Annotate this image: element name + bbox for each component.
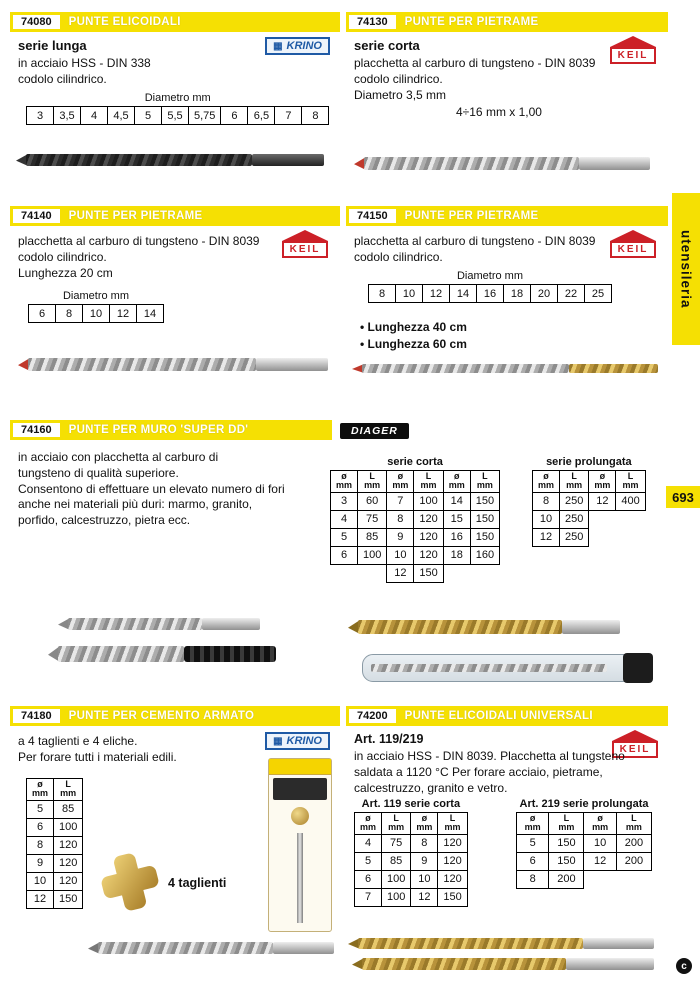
table-cell: 150 — [438, 888, 467, 906]
description-line: placchetta al carburo di tungsteno - DIN 8039 — [18, 234, 260, 248]
table-caption: Art. 219 serie prolungata — [517, 798, 652, 813]
section-74160 — [10, 420, 668, 704]
table-cell: 8 — [517, 870, 549, 888]
diameter-table — [368, 270, 612, 303]
tube-drill — [371, 664, 607, 672]
table-cell: 25 — [585, 285, 612, 303]
article-code: 74180 — [13, 709, 60, 723]
table-caption: serie corta — [331, 456, 500, 471]
table-cell: 10 — [83, 305, 110, 323]
keil-logo — [282, 230, 328, 258]
table-cell — [358, 564, 387, 582]
column-header: ø mm — [517, 813, 549, 835]
table-cell: 10 — [533, 510, 560, 528]
description-line: tungsteno di qualità superiore. — [18, 465, 179, 480]
table-cell: 6 — [221, 107, 248, 125]
table-cell: 150 — [414, 564, 443, 582]
table-cell: 12 — [387, 564, 414, 582]
table-cell: 20 — [531, 285, 558, 303]
section-74130 — [346, 12, 668, 200]
table-cell: 120 — [414, 510, 443, 528]
package-header-band — [269, 759, 331, 775]
keil-text: KEIL — [289, 244, 321, 255]
table-cell — [616, 510, 645, 528]
diameter-table — [28, 290, 164, 323]
description-line: Per forare tutti i materiali edili. — [18, 749, 177, 764]
data-table — [330, 456, 500, 583]
column-header: ø mm — [533, 471, 560, 493]
table-cell: 10 — [27, 872, 54, 890]
table-cell: 5 — [331, 528, 358, 546]
keil-logo — [610, 230, 656, 258]
table-caption: Diametro mm — [27, 92, 329, 107]
section-header — [346, 706, 668, 726]
column-header: ø mm — [387, 471, 414, 493]
table-cell: 150 — [470, 492, 499, 510]
art219-table — [516, 798, 652, 889]
section-title: PUNTE ELICOIDALI UNIVERSALI — [404, 710, 593, 722]
table-cell — [616, 870, 651, 888]
drill-shank — [562, 620, 620, 634]
copyright-mark-icon: c — [676, 958, 692, 974]
section-title: PUNTE PER PIETRAME — [68, 210, 203, 222]
table-cell: 85 — [54, 800, 83, 818]
section-74150 — [346, 206, 668, 404]
table-cell: 100 — [54, 818, 83, 836]
table-cell: 16 — [443, 528, 470, 546]
four-cutter-head-image — [96, 848, 164, 916]
keil-text: KEIL — [617, 50, 649, 61]
concrete-drill-image — [98, 942, 334, 954]
table-cell: 150 — [54, 890, 83, 908]
drill-flute — [364, 157, 579, 170]
description-line: placchetta al carburo di tungsteno - DIN 8039 — [354, 234, 596, 248]
table-cell: 15 — [443, 510, 470, 528]
column-header: L mm — [549, 813, 584, 835]
data-table — [26, 778, 83, 909]
table-cell: 5,5 — [162, 107, 189, 125]
section-header — [10, 706, 340, 726]
table-caption: Art. 119 serie corta — [355, 798, 468, 813]
description-line: codolo cilindrico. — [18, 249, 107, 264]
drill-shank — [202, 618, 260, 630]
long-series-table — [532, 456, 646, 547]
table-cell: 4 — [331, 510, 358, 528]
package-dot-icon — [291, 807, 309, 825]
table-cell: 12 — [411, 888, 438, 906]
table-cell: 120 — [414, 528, 443, 546]
table-cell: 75 — [358, 510, 387, 528]
description — [354, 234, 595, 266]
table-cell: 6 — [29, 305, 56, 323]
article-code: 74200 — [349, 709, 396, 723]
column-header: L mm — [358, 471, 387, 493]
table-caption: Diametro mm — [29, 290, 164, 305]
gold-drill-image — [358, 620, 620, 634]
table-cell: 3,5 — [54, 107, 81, 125]
table-cell: 4 — [355, 834, 382, 852]
drill-flute — [68, 618, 202, 630]
drill-shank — [569, 364, 658, 373]
column-header: L mm — [470, 471, 499, 493]
krino-logo-text: ▦ KRINO — [286, 40, 322, 52]
table-cell: 5,75 — [189, 107, 221, 125]
table-cell: 150 — [470, 510, 499, 528]
section-74080 — [10, 12, 340, 200]
table-cell: 3 — [27, 107, 54, 125]
table-cell: 7 — [387, 492, 414, 510]
table-cell: 22 — [558, 285, 585, 303]
four-cutters-label: 4 taglienti — [168, 876, 227, 890]
description-line: in acciaio con placchetta al carburo di — [18, 450, 219, 464]
masonry-drill-image — [28, 358, 328, 371]
table-cell: 120 — [438, 834, 467, 852]
table-cell: 6 — [331, 546, 358, 564]
table-cell: 18 — [504, 285, 531, 303]
sds-drill-image — [58, 646, 276, 662]
article-code: 74150 — [349, 209, 396, 223]
article-code: 74080 — [13, 15, 60, 29]
section-header — [346, 12, 668, 32]
table-cell: 160 — [470, 546, 499, 564]
table-cell: 7 — [355, 888, 382, 906]
column-header: ø mm — [584, 813, 616, 835]
table-cell: 10 — [396, 285, 423, 303]
description-line: placchetta al carburo di tungsteno - DIN 8039 — [354, 56, 596, 70]
table-cell: 8 — [533, 492, 560, 510]
table-cell: 250 — [560, 492, 589, 510]
package-label — [273, 778, 327, 800]
table-cell: 100 — [382, 888, 411, 906]
drill-shank — [583, 938, 654, 949]
keil-roof-icon — [612, 730, 658, 741]
data-table — [354, 798, 468, 907]
table-cell: 250 — [560, 510, 589, 528]
keil-logo-text — [610, 47, 656, 64]
long-masonry-drill-image — [362, 364, 658, 373]
tube-cap — [623, 653, 653, 683]
section-74140 — [10, 206, 340, 404]
article-code: 74130 — [349, 15, 396, 29]
section-header — [10, 12, 340, 32]
keil-logo-text — [610, 241, 656, 258]
keil-text: KEIL — [617, 244, 649, 255]
table-cell: 120 — [54, 854, 83, 872]
drill-flute — [28, 358, 256, 371]
section-header — [346, 206, 668, 226]
table-cell: 150 — [549, 834, 584, 852]
article-range-label: Art. 119/219 — [354, 732, 424, 746]
table-cell: 10 — [387, 546, 414, 564]
keil-roof-icon — [282, 230, 328, 241]
table-cell: 9 — [387, 528, 414, 546]
table-cell: 8 — [387, 510, 414, 528]
drill-flute — [362, 958, 566, 970]
table-cell: 4 — [81, 107, 108, 125]
diager-logo — [340, 423, 409, 439]
description-line: saldata a 1120 °C Per forare acciaio, pietrame, — [354, 764, 603, 779]
section-title: PUNTE PER PIETRAME — [404, 210, 539, 222]
section-title: PUNTE ELICOIDALI — [68, 16, 181, 28]
article-code: 74160 — [13, 423, 60, 437]
table-cell: 4,5 — [108, 107, 135, 125]
universal-drill-image — [358, 938, 654, 949]
table-cell: 10 — [411, 870, 438, 888]
column-header: L mm — [616, 471, 645, 493]
drill-shank — [273, 942, 334, 954]
drill-flute — [358, 620, 562, 634]
column-header: L mm — [414, 471, 443, 493]
table-cell: 60 — [358, 492, 387, 510]
drill-flute — [58, 646, 184, 662]
table-cell: 18 — [443, 546, 470, 564]
column-header: ø mm — [411, 813, 438, 835]
drill-shank — [566, 958, 654, 970]
column-header: ø mm — [589, 471, 616, 493]
section-title: PUNTE PER CEMENTO ARMATO — [68, 710, 255, 722]
short-series-table — [330, 456, 500, 583]
description-line: calcestruzzo, granito e vetro. — [354, 780, 508, 795]
table-cell: 6 — [355, 870, 382, 888]
table-cell — [470, 564, 499, 582]
drill-tube-package-image — [362, 654, 652, 682]
table-cell: 400 — [616, 492, 645, 510]
table-cell: 12 — [584, 852, 616, 870]
table-cell — [616, 528, 645, 546]
description-line: codolo cilindrico. — [18, 71, 107, 86]
article-code: 74140 — [13, 209, 60, 223]
table-cell: 200 — [549, 870, 584, 888]
section-title: PUNTE PER MURO 'SUPER DD' — [68, 424, 249, 436]
table-cell — [589, 510, 616, 528]
table-cell: 12 — [27, 890, 54, 908]
table-cell: 14 — [450, 285, 477, 303]
data-table — [28, 290, 164, 323]
table-cell: 8 — [369, 285, 396, 303]
description-line: Diametro 3,5 mm — [354, 87, 447, 102]
data-table — [532, 456, 646, 547]
description-line: Consentono di effettuare un elevato numero di fori — [18, 481, 285, 496]
table-cell: 100 — [382, 870, 411, 888]
keil-text: KEIL — [619, 744, 651, 755]
length-bullet: • Lunghezza 40 cm — [360, 320, 467, 334]
drill-flute — [358, 938, 583, 949]
series-label: serie corta — [354, 38, 420, 53]
data-table — [368, 270, 612, 303]
table-cell: 5 — [517, 834, 549, 852]
table-cell: 85 — [358, 528, 387, 546]
description-line: in acciaio HSS - DIN 8039. Placchetta al tungsteno — [354, 749, 625, 763]
description-line: a 4 taglienti e 4 eliche. — [18, 734, 138, 748]
masonry-drill-image — [364, 157, 650, 170]
drill-sds-shank — [184, 646, 276, 662]
description-line: codolo cilindrico. — [354, 249, 443, 264]
description — [18, 234, 259, 281]
drill-flute — [362, 364, 569, 373]
table-cell: 12 — [533, 528, 560, 546]
table-cell: 200 — [616, 834, 651, 852]
description-line: codolo cilindrico. — [354, 71, 443, 86]
description-line: Lunghezza 20 cm — [18, 265, 113, 280]
table-cell: 100 — [414, 492, 443, 510]
drill-flute — [26, 154, 252, 166]
table-cell: 3 — [331, 492, 358, 510]
krino-logo-text: ▦ KRINO — [286, 735, 322, 747]
column-header: L mm — [560, 471, 589, 493]
table-cell: 6,5 — [248, 107, 275, 125]
table-cell: 14 — [443, 492, 470, 510]
table-cell: 8 — [56, 305, 83, 323]
table-cell: 8 — [411, 834, 438, 852]
table-cell: 5 — [27, 800, 54, 818]
column-header: ø mm — [355, 813, 382, 835]
keil-roof-icon — [610, 230, 656, 241]
diameter-table — [26, 92, 329, 125]
drill-shank — [252, 154, 324, 166]
table-cell: 6 — [517, 852, 549, 870]
table-cell: 9 — [27, 854, 54, 872]
table-cell — [584, 870, 616, 888]
column-header: L mm — [616, 813, 651, 835]
product-package-image — [268, 758, 332, 932]
table-cell: 8 — [27, 836, 54, 854]
table-cell: 120 — [438, 870, 467, 888]
table-cell: 85 — [382, 852, 411, 870]
table-cell: 8 — [302, 107, 329, 125]
table-cell: 120 — [414, 546, 443, 564]
column-header: L mm — [438, 813, 467, 835]
section-74200 — [346, 706, 668, 984]
table-cell: 120 — [54, 836, 83, 854]
table-cell: 12 — [589, 492, 616, 510]
table-cell: 12 — [110, 305, 137, 323]
data-table — [516, 798, 652, 889]
section-74180 — [10, 706, 340, 984]
table-cell: 120 — [54, 872, 83, 890]
section-header — [10, 206, 340, 226]
description — [354, 749, 625, 796]
section-title: PUNTE PER PIETRAME — [404, 16, 539, 28]
drill-shank — [256, 358, 328, 371]
description — [18, 734, 177, 766]
table-cell: 5 — [355, 852, 382, 870]
table-cell: 5 — [135, 107, 162, 125]
column-header: L mm — [382, 813, 411, 835]
column-header: ø mm — [27, 779, 54, 801]
series-label: serie lunga — [18, 38, 87, 53]
krino-logo — [265, 37, 330, 55]
description — [354, 56, 595, 103]
drill-shank — [579, 157, 651, 170]
diager-logo-text: DIAGER — [351, 425, 398, 437]
krino-logo — [265, 732, 330, 750]
keil-logo-text — [282, 241, 328, 258]
column-header: ø mm — [331, 471, 358, 493]
table-cell: 12 — [423, 285, 450, 303]
table-cell — [443, 564, 470, 582]
table-cell: 250 — [560, 528, 589, 546]
table-cell: 100 — [358, 546, 387, 564]
table-caption: Diametro mm — [369, 270, 612, 285]
table-cell: 14 — [137, 305, 164, 323]
package-drill — [297, 833, 303, 923]
table-caption: serie prolungata — [533, 456, 646, 471]
length-bullet: • Lunghezza 60 cm — [360, 337, 467, 351]
universal-drill-image — [362, 958, 654, 970]
art119-table — [354, 798, 468, 907]
table-cell: 7 — [275, 107, 302, 125]
table-cell: 120 — [438, 852, 467, 870]
column-header: L mm — [54, 779, 83, 801]
table-cell: 200 — [616, 852, 651, 870]
description — [18, 56, 151, 88]
table-cell: 10 — [584, 834, 616, 852]
keil-roof-icon — [610, 36, 656, 47]
page-number: 693 — [666, 486, 700, 508]
table-cell — [331, 564, 358, 582]
hss-drill-image — [26, 154, 324, 166]
category-side-tab: utensileria — [672, 193, 700, 345]
column-header: ø mm — [443, 471, 470, 493]
keil-logo — [610, 36, 656, 64]
description — [18, 450, 326, 529]
table-cell: 9 — [411, 852, 438, 870]
description-line: porfido, calcestruzzo, pietra ecc. — [18, 513, 191, 528]
table-cell: 150 — [470, 528, 499, 546]
data-table — [26, 92, 329, 125]
size-range-note: 4÷16 mm x 1,00 — [456, 105, 542, 119]
table-cell: 6 — [27, 818, 54, 836]
table-cell — [589, 528, 616, 546]
description-line: in acciaio HSS - DIN 338 — [18, 56, 151, 70]
description-line: anche nei materiali più duri: marmo, granito, — [18, 497, 253, 512]
table-cell: 16 — [477, 285, 504, 303]
super-dd-drill-image — [68, 618, 260, 630]
size-table — [26, 778, 83, 909]
section-header — [10, 420, 332, 440]
table-cell: 75 — [382, 834, 411, 852]
drill-flute — [98, 942, 273, 954]
table-cell: 150 — [549, 852, 584, 870]
